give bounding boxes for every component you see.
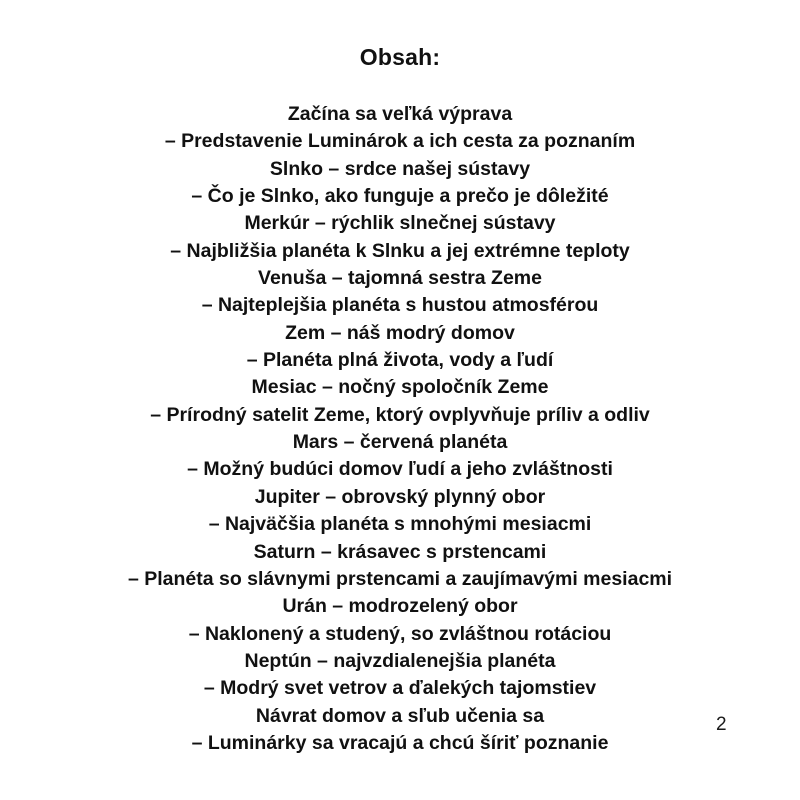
toc-line: Venuša – tajomná sestra Zeme	[258, 267, 542, 290]
toc-line: – Najbližšia planéta k Slnku a jej extrémne teploty	[170, 239, 630, 262]
toc-line: – Čo je Slnko, ako funguje a prečo je dôležité	[191, 185, 609, 208]
toc-line: – Luminárky sa vracajú a chcú šíriť poznanie	[191, 731, 609, 754]
toc-line: – Modrý svet vetrov a ďalekých tajomstiev	[203, 677, 597, 700]
toc-line: Merkúr – rýchlik slnečnej sústavy	[244, 212, 556, 235]
page-title: Obsah:	[359, 44, 441, 70]
toc-line: – Najväčšia planéta s mnohými mesiacmi	[208, 513, 592, 536]
toc-line: Začína sa veľká výprava	[287, 103, 513, 125]
toc-line: – Možný budúci domov ľudí a jeho zvláštnosti	[187, 458, 613, 481]
page-number: 2	[716, 714, 727, 735]
toc-line: Saturn – krásavec s prstencami	[253, 540, 547, 563]
toc-line: Mesiac – nočný spoločník Zeme	[251, 376, 549, 399]
toc-line: Návrat domov a sľub učenia sa	[255, 704, 545, 727]
toc-line: Neptún – najvzdialenejšia planéta	[244, 649, 556, 672]
toc-line: Jupiter – obrovský plynný obor	[254, 485, 546, 508]
toc-line: Mars – červená planéta	[292, 431, 508, 454]
toc-line: – Planéta plná života, vody a ľudí	[246, 349, 554, 372]
table-of-contents	[0, 101, 800, 757]
toc-line: – Prírodný satelit Zeme, ktorý ovplyvňuje príliv a odliv	[150, 403, 650, 426]
toc-line: Slnko – srdce našej sústavy	[269, 157, 531, 180]
toc-line: – Predstavenie Luminárok a ich cesta za poznaním	[164, 130, 636, 153]
toc-line: Zem – náš modrý domov	[285, 321, 515, 344]
toc-line: – Najteplejšia planéta s hustou atmosférou	[201, 294, 599, 317]
toc-line: – Planéta so slávnymi prstencami a zaujímavými mesiacmi	[127, 567, 673, 590]
toc-line: Urán – modrozelený obor	[282, 595, 518, 618]
toc-line: – Naklonený a studený, so zvláštnou rotáciou	[188, 622, 612, 645]
